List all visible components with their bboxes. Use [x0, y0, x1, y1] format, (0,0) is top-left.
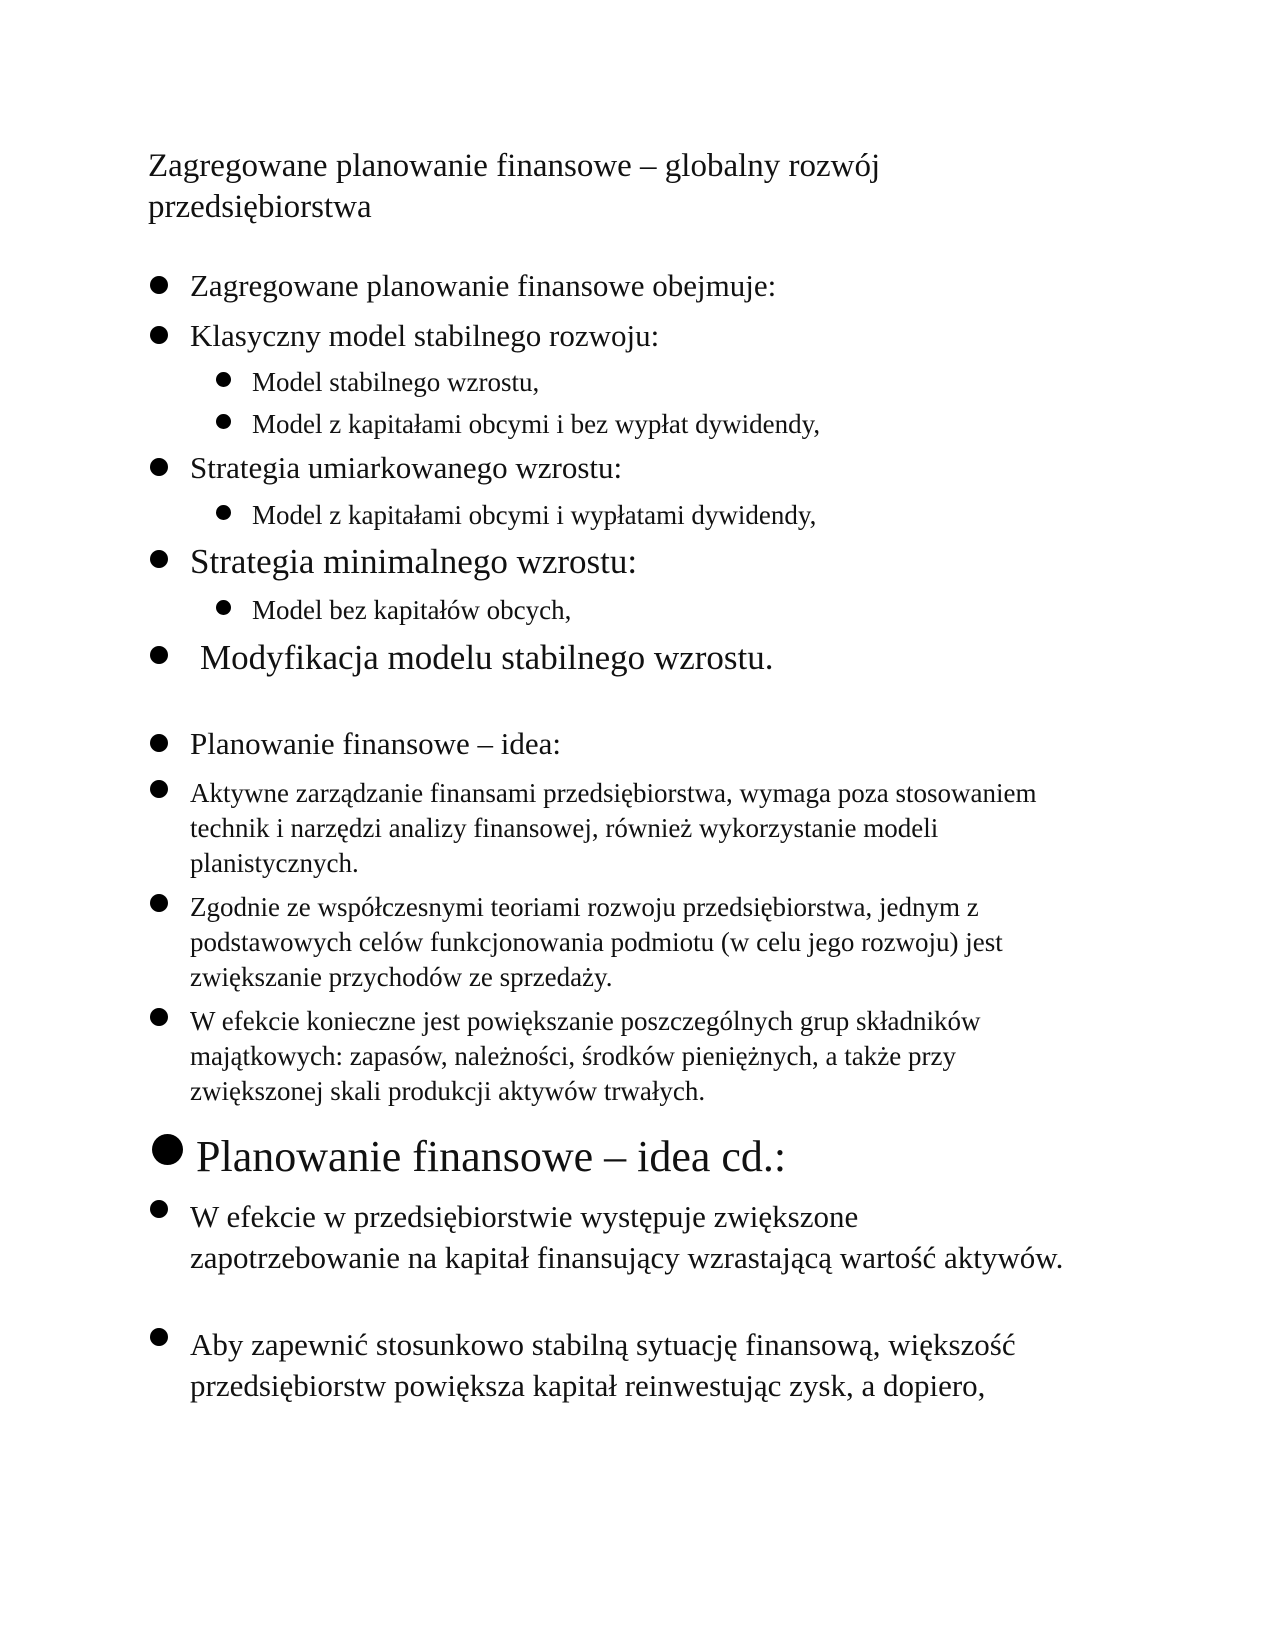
list-item-text: Modyfikacja modelu stabilnego wzrostu. — [200, 638, 774, 677]
list-item-text: Zagregowane planowanie finansowe obejmuje: — [190, 268, 777, 303]
page-title: Zagregowane planowanie finansowe – globalny rozwój przedsiębiorstwa — [148, 148, 881, 225]
list-item-text: Aktywne zarządzanie finansami przedsiębiorstwa, wymaga poza stosowaniem technik i narzędzi analizy finansowej, również wykorzystanie modeli planistycznych. — [190, 778, 1037, 878]
bullet-icon — [150, 1328, 168, 1346]
bullet-icon — [152, 1134, 183, 1165]
bullet-icon — [150, 780, 168, 798]
list-item-text: Klasyczny model stabilnego rozwoju: — [190, 318, 660, 353]
bullet-icon — [150, 894, 168, 912]
bullet-icon — [216, 600, 231, 615]
section-heading-text: Planowanie finansowe – idea cd.: — [196, 1132, 787, 1181]
bullet-icon — [150, 458, 168, 476]
list-item-text: Model bez kapitałów obcych, — [252, 595, 572, 625]
bullet-icon — [216, 372, 231, 387]
bullet-icon — [216, 505, 231, 520]
list-item-text: Strategia minimalnego wzrostu: — [190, 542, 638, 581]
list-item-text: W efekcie konieczne jest powiększanie poszczególnych grup składników majątkowych: zapasów, należności, środków pieniężnych, a także przy zwiększonej skali produkcji aktywów trwałych. — [190, 1006, 981, 1106]
bullet-icon — [150, 276, 168, 294]
list-item-text: Model z kapitałami obcymi i bez wypłat dywidendy, — [252, 409, 821, 439]
bullet-icon — [216, 414, 231, 429]
bullet-icon — [150, 326, 168, 344]
bullet-icon — [150, 550, 168, 568]
list-item-text: W efekcie w przedsiębiorstwie występuje zwiększone zapotrzebowanie na kapitał finansujący wzrastającą wartość aktywów. — [190, 1199, 1064, 1275]
bullet-icon — [150, 646, 168, 664]
section-heading-text: Planowanie finansowe – idea: — [190, 726, 562, 761]
list-item-text: Model z kapitałami obcymi i wypłatami dywidendy, — [252, 500, 817, 530]
list-item-text: Aby zapewnić stosunkowo stabilną sytuację finansową, większość przedsiębiorstw powiększa kapitał reinwestując zysk, a dopiero, — [190, 1327, 1016, 1403]
list-item-text: Strategia umiarkowanego wzrostu: — [190, 450, 623, 485]
bullet-icon — [150, 734, 168, 752]
bullet-icon — [150, 1008, 168, 1026]
list-item-text: Model stabilnego wzrostu, — [252, 367, 540, 397]
bullet-icon — [150, 1200, 168, 1218]
list-item-text: Zgodnie ze współczesnymi teoriami rozwoju przedsiębiorstwa, jednym z podstawowych celów funkcjonowania podmiotu (w celu jego rozwoju) jest zwiększanie przychodów ze sprzedaży. — [190, 892, 1003, 992]
